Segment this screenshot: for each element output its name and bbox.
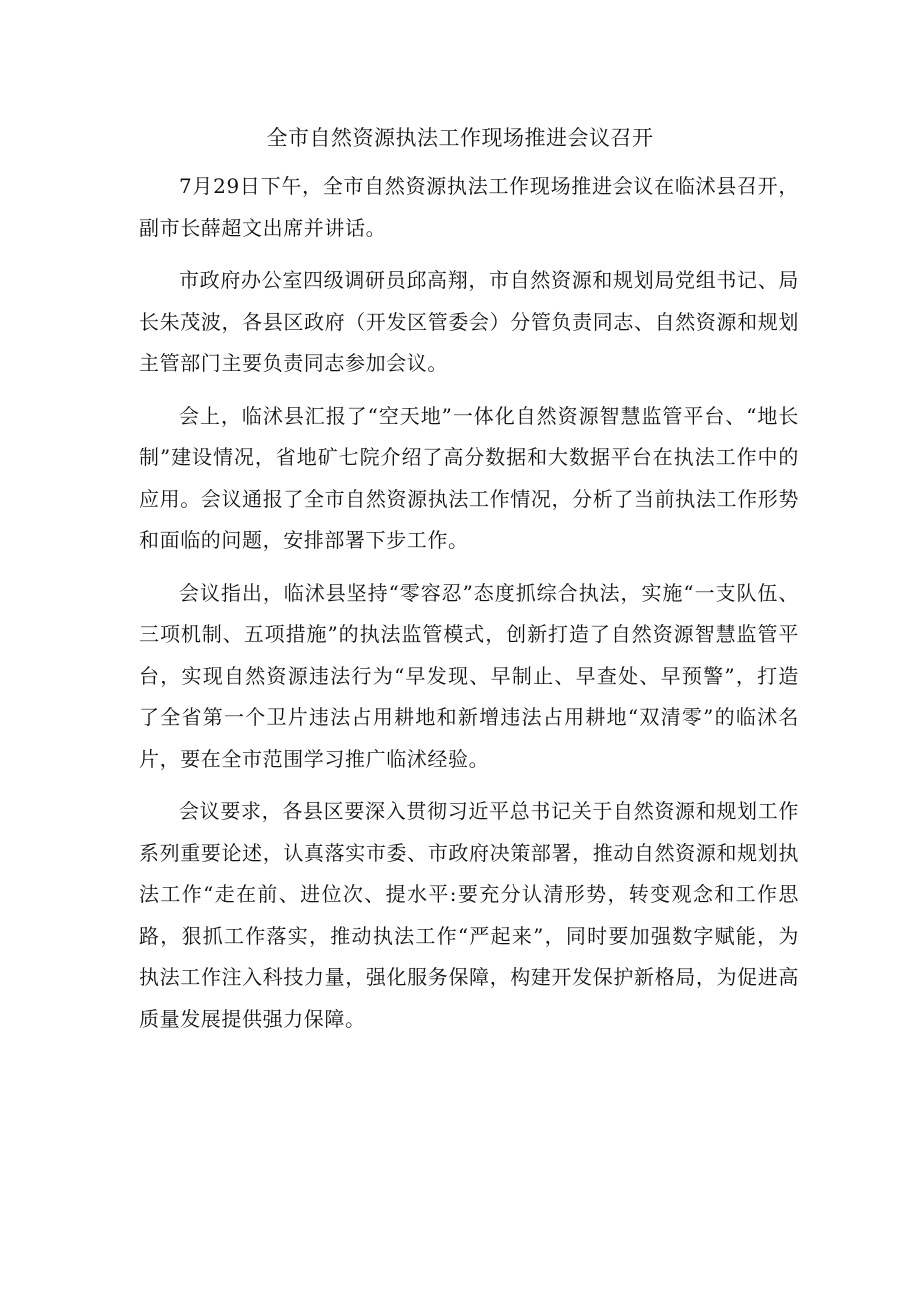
paragraph-5: 会议要求，各县区要深入贯彻习近平总书记关于自然资源和规划工作系列重要论述，认真落实市委、市政府决策部署，推动自然资源和规划执法工作“走在前、进位次、提水平:要充分认清形势，转变观念和工作思路，狠抓工作落实，推动执法工作“严起来”，同时要加强数字赋能，为执法工作注入科技力量，强化服务保障，构建开发保护新格局，为促进高质量发展提供强力保障。 <box>139 799 799 1031</box>
document-title: 全市自然资源执法工作现场推进会议召开 <box>266 126 654 150</box>
document-body <box>139 166 799 1051</box>
paragraph-1: 7月29日下午，全市自然资源执法工作现场推进会议在临沭县召开，副市长薛超文出席并讲话。 <box>139 174 799 240</box>
paragraph-2: 市政府办公室四级调研员邱高翔，市自然资源和规划局党组书记、局长朱茂波，各县区政府（开发区管委会）分管负责同志、自然资源和规划主管部门主要负责同志参加会议。 <box>139 268 799 375</box>
paragraph-4: 会议指出，临沭县坚持“零容忍”态度抓综合执法，实施“一支队伍、三项机制、五项措施”的执法监管模式，创新打造了自然资源智慧监管平台，实现自然资源违法行为“早发现、早制止、早查处、早预警”，打造了全省第一个卫片违法占用耕地和新增违法占用耕地“双清零”的临沭名片，要在全市范围学习推广临沭经验。 <box>139 580 799 771</box>
paragraph-3: 会上，临沭县汇报了“空天地”一体化自然资源智慧监管平台、“地长制”建设情况，省地矿七院介绍了高分数据和大数据平台在执法工作中的应用。会议通报了全市自然资源执法工作情况，分析了当前执法工作形势和面临的问题，安排部署下步工作。 <box>139 403 799 552</box>
